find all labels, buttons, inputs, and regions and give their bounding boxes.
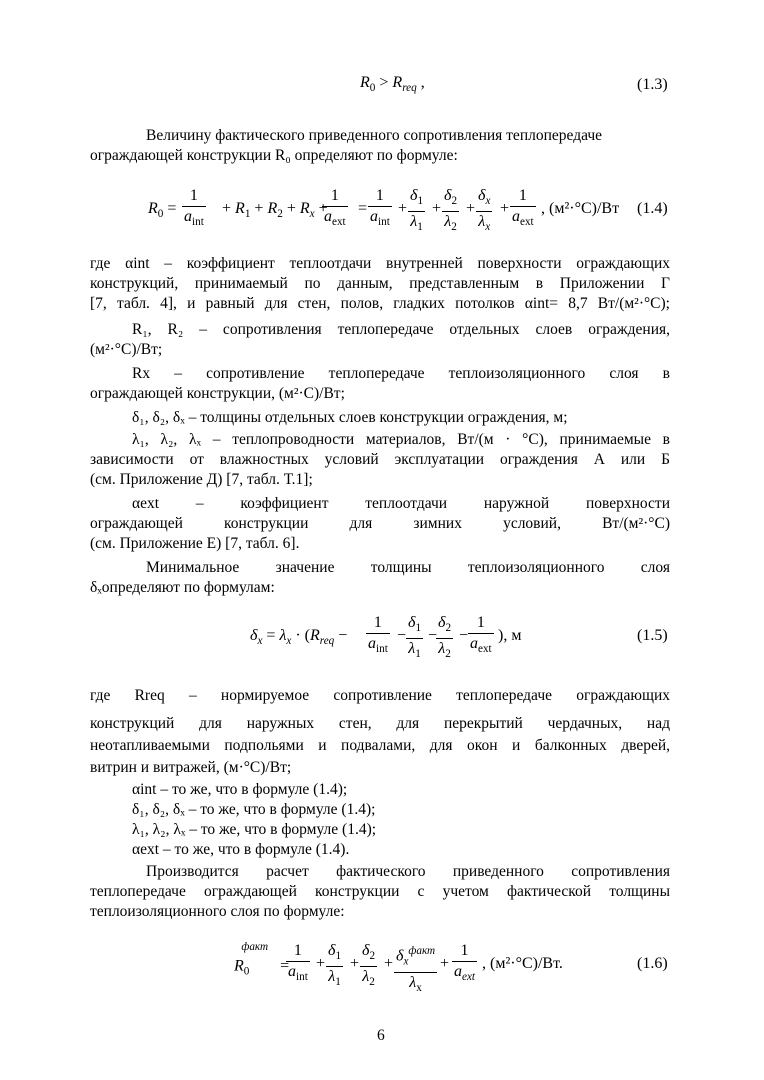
document-page: $R_0 > R_{req}$ , (1.3) Величину фактического приведенного сопротивления теплопередаче ограждающей конструкции R₀ определяют по формуле: $R_0$ = 1 $a_{int}$ + $R_1 + R_2 + R_x$ + 1 $a_{ext}$ = 1 $a_{int}$ + $\frac{\delta_1}{\lambda_1}$ + $\frac{\delta_2}{\lambda_2}$ + $\frac{\delta_x}{\lambda_x}$ + 1 $a_{ext}$ , (м²·°С)/Вт (1.4) где αint – коэффициент теплоотдачи внутренней поверхности ограждающих конструкций, принимаемый по данным, представленным в Приложении Г [7, табл. 4], и равный для стен, полов, гладких потолков αint= 8,7 Вт/(м²·°С); R₁, R₂ – сопротивления теплопередаче отдельных слоев ограждения, (м²·°С)/Вт; Rx – сопротивление теплопередаче теплоизоляционного слоя в ограждающей конструкции, (м²·С)/Вт; δ₁, δ₂, δₓ – толщины отдельных слоев конструкции ограждения, м; λ₁, λ₂, λₓ – теплопроводности материалов, Вт/(м · °С), принимаемые в зависимости от влажностных условий эксплуатации ограждения А или Б (см. Приложение Д) [7, табл. Т.1]; αext – коэффициент теплоотдачи наружной поверхности ограждающей конструкции для зимних условий, Вт/(м²·°С) (см. Приложение Е) [7, табл. 6]. Минимальное значение толщины теплоизоляционного слоя δₓопределяют по формулам: $\delta_x = \lambda_x \cdot (R_{req}$ − 1 $a_{int}$ − $\frac{\delta_1}{\lambda_1}$ − $\frac{\delta_2}{\lambda_2}$ − 1 $a_{ext}$ ), м (1.5) где Rreq – нормируемое сопротивление теплопередаче ограждающих конструкций для наружных стен, для перекрытий чердачных, над неотапливаемыми подпольями и подвалами, для окон и балконных дверей, витрин и витражей, (м·°С)/Вт; αint – то же, что в формуле (1.4); δ₁, δ₂, δₓ – то же, что в формуле (1.4); λ₁, λ₂, λₓ – то же, что в формуле (1.4); αext – то же, что в формуле (1.4). Производится расчет фактического приведенного сопротивления теплопередаче ограждающей конструкции с учетом фактической толщины теплоизоляционного слоя по формуле: $R_0^{факт}$ = 1 $a_{int}$ + $\frac{\delta_1}{\lambda_1}$ + $\frac{\delta_2}{\lambda_2}$ + $\delta_x^{факт}$ $\lambda_x$ + 1 $a_{ext}$ , (м²·°С)/Вт. (1.6) 6 xyxy=(90,74,670,1044)
definition-line: (см. Приложение Д) [7, табл. Т.1]; xyxy=(90,471,313,488)
definition-line: неотапливаемыми подпольями и подвалами, для окон и балконных дверей, xyxy=(90,737,670,754)
definition-line: ограждающей конструкции для зимних условий, Вт/(м²·°С) xyxy=(90,515,670,532)
definition-line: Rx – сопротивление теплопередаче теплоизоляционного слоя в xyxy=(132,365,670,382)
paragraph-line: Величину фактического приведенного сопротивления теплопередаче xyxy=(146,127,603,144)
equation-number-1-5: (1.5) xyxy=(637,627,668,644)
definition-line: (м²·°С)/Вт; xyxy=(90,341,163,358)
definition-line: λ₁, λ₂, λₓ – теплопроводности материалов, Вт/(м · °С), принимаемые в xyxy=(132,431,670,448)
definition-line: конструкций, принимаемый по данным, представленным в Приложении Г xyxy=(90,275,670,292)
definition-line: (см. Приложение Е) [7, табл. 6]. xyxy=(90,535,300,552)
definition-line: теплоизоляционного слоя по формуле: xyxy=(90,903,345,920)
equation-number-1-6: (1.6) xyxy=(637,955,668,972)
definition-line: [7, табл. 4], и равный для стен, полов, гладких потолков αint= 8,7 Вт/(м²·°С); xyxy=(90,295,670,312)
definition-line: где αint – коэффициент теплоотдачи внутренней поверхности ограждающих xyxy=(90,255,670,272)
definition-line: конструкций для наружных стен, для перекрытий чердачных, над xyxy=(90,715,670,732)
definition-line: теплопередаче ограждающей конструкции с учетом фактической толщины xyxy=(90,883,670,900)
definition-line: αint – то же, что в формуле (1.4); xyxy=(132,781,348,798)
definition-line: Минимальное значение толщины теплоизоляционного слоя xyxy=(146,559,670,576)
definition-line: δ₁, δ₂, δₓ – толщины отдельных слоев конструкции ограждения, м; xyxy=(132,409,568,426)
page-number: 6 xyxy=(377,1027,385,1044)
equation-number-1-3: (1.3) xyxy=(637,76,668,93)
definition-line: R₁, R₂ – сопротивления теплопередаче отдельных слоев ограждения, xyxy=(132,321,670,338)
definition-line: Производится расчет фактического приведенного сопротивления xyxy=(146,863,670,880)
definition-line: зависимости от влажностных условий эксплуатации ограждения А или Б xyxy=(90,451,670,468)
definition-line: λ₁, λ₂, λₓ – то же, что в формуле (1.4); xyxy=(132,821,377,838)
definition-line: ограждающей конструкции, (м²·С)/Вт; xyxy=(90,385,345,402)
paragraph-line: ограждающей конструкции R₀ определяют по формуле: xyxy=(90,147,458,164)
equation-number-1-4: (1.4) xyxy=(637,200,668,217)
definition-line: αext – то же, что в формуле (1.4). xyxy=(132,841,350,858)
definition-line: где Rreq – нормируемое сопротивление теплопередаче ограждающих xyxy=(90,687,670,704)
definition-line: δₓопределяют по формулам: xyxy=(90,579,275,596)
definition-line: αext – коэффициент теплоотдачи наружной поверхности xyxy=(132,495,670,512)
equation-1-3: $R_0 > R_{req}$ , xyxy=(360,74,425,95)
definition-line: витрин и витражей, (м·°С)/Вт; xyxy=(90,759,292,776)
definition-line: δ₁, δ₂, δₓ – то же, что в формуле (1.4); xyxy=(132,801,376,818)
